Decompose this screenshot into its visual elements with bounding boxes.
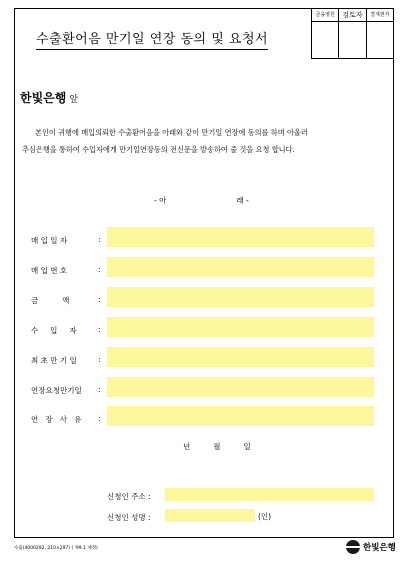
- field-label: 매 입 일 자: [31, 236, 68, 245]
- approval-stamp-table: [311, 9, 393, 59]
- amount-field[interactable]: [107, 287, 374, 307]
- approval-header-row: [312, 9, 393, 22]
- form-code: 수출(4000292, 210×297) ( '99.1 제정): [14, 546, 98, 551]
- below-heading: [154, 195, 249, 206]
- field-label: 최 초 만 기 일: [31, 356, 77, 365]
- field-colon: :: [98, 295, 101, 304]
- request-body: [22, 124, 374, 158]
- approval-sign-row: [312, 22, 393, 59]
- field-label: 수 입 자: [31, 326, 77, 335]
- approval-header-staff: 금융영원: [312, 9, 339, 21]
- extension-reason-field[interactable]: [107, 406, 374, 426]
- applicant-name-label: 신청인 성명 :: [107, 513, 151, 522]
- body-line: 본인이 귀행에 매입의뢰한 수출환어음을 아래와 같이 만기일 연장에 동의를 하며 아울러: [35, 128, 308, 137]
- seal-mark: (인): [258, 512, 272, 521]
- applicant-address-field[interactable]: [165, 488, 374, 501]
- date-month: 월: [213, 442, 221, 451]
- date-year: 년: [183, 442, 191, 451]
- field-colon: :: [98, 265, 101, 274]
- body-line: 추심은행을 통하여 수입자에게 만기일연장동의 전신문을 발송하여 줄 것을 요청 합니다.: [22, 145, 295, 154]
- date-day: 일: [243, 442, 251, 451]
- purchase-date-field[interactable]: [107, 227, 374, 247]
- bank-logo-icon: [346, 540, 360, 554]
- approval-header-reviewer: 검토자: [339, 9, 366, 21]
- importer-field[interactable]: [107, 317, 374, 337]
- addressee-bank: 한빛은행: [20, 91, 67, 105]
- field-colon: :: [98, 355, 101, 364]
- approval-sign-cell[interactable]: [339, 22, 366, 59]
- applicant-name-field[interactable]: [165, 509, 255, 522]
- field-colon: :: [98, 414, 101, 423]
- field-colon: :: [98, 385, 101, 394]
- field-colon: :: [98, 325, 101, 334]
- addressee-suffix: 앞: [69, 95, 79, 105]
- requested-maturity-field[interactable]: [107, 377, 374, 397]
- approval-header-approver: 결재권자: [370, 12, 390, 18]
- form-title: 수출환어음 만기일 연장 동의 및 요청서: [36, 28, 268, 50]
- purchase-number-field[interactable]: [107, 257, 374, 277]
- bank-logo-text: 한빛은행: [363, 543, 396, 553]
- field-label: 금 액: [31, 296, 70, 305]
- below-heading-right: 래 -: [236, 196, 249, 205]
- field-label: 매 입 번 호: [31, 266, 68, 275]
- below-heading-left: - 아: [154, 196, 167, 205]
- approval-sign-cell[interactable]: [312, 22, 339, 59]
- date-line: [183, 441, 251, 452]
- field-label: 연 장 사 유: [31, 415, 82, 424]
- initial-maturity-field[interactable]: [107, 347, 374, 367]
- addressee: [20, 89, 78, 106]
- field-label: 연장요청만기일: [31, 386, 82, 395]
- bank-logo: [346, 540, 396, 554]
- field-colon: :: [98, 235, 101, 244]
- approval-sign-cell[interactable]: [367, 22, 393, 59]
- applicant-address-label: 신청인 주소 :: [107, 492, 151, 501]
